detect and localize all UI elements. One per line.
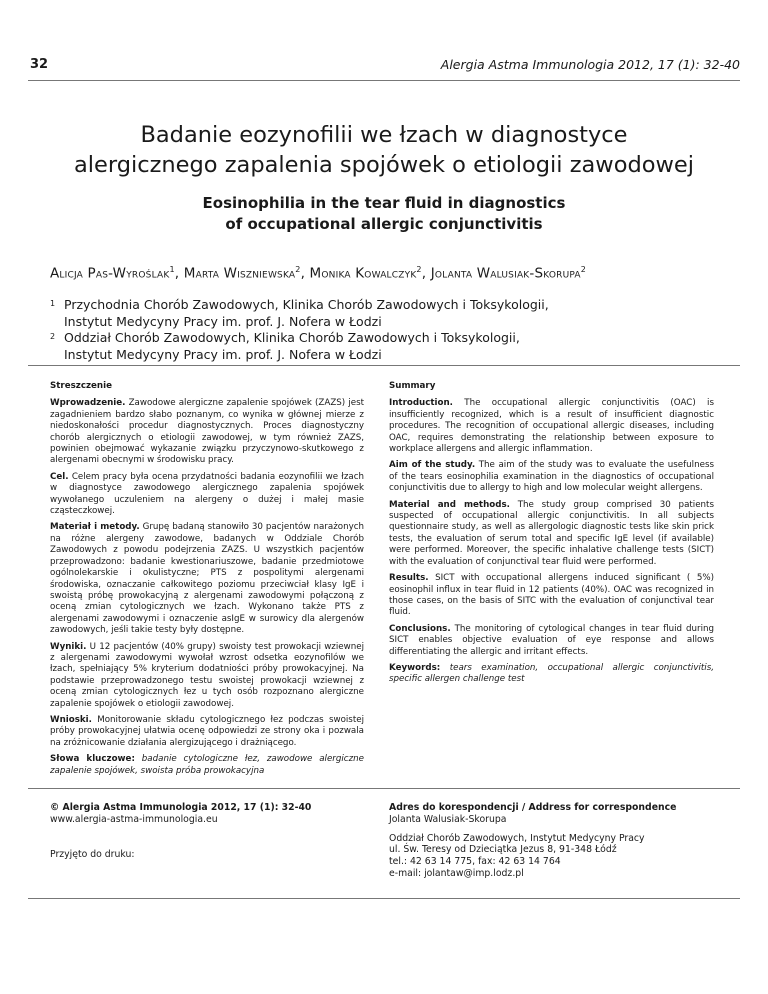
abstract-polish <box>50 381 364 782</box>
abstract-top-rule <box>28 365 740 366</box>
title-polish-line2: alergicznego zapalenia spojówek o etiologii zawodowej <box>73 152 695 178</box>
section-label: Wprowadzenie. <box>50 398 126 409</box>
correspondence-address: Oddział Chorób Zawodowych, Instytut Medycyny Pracy <box>389 832 645 844</box>
author-separator: , <box>174 265 184 282</box>
copyright-line: © Alergia Astma Immunologia 2012, 17 (1): 32-40 <box>50 802 312 813</box>
summary-results <box>389 573 714 619</box>
keywords-text: badanie cytologiczne łez, zawodowe alergiczne zapalenie spojówek, swoista próba prowokacyjna <box>50 754 364 776</box>
section-label: Conclusions. <box>389 623 451 634</box>
abstract-results <box>50 642 364 710</box>
correspondence-heading: Adres do korespondencji / Address for correspondence <box>389 802 677 813</box>
section-label: Material and methods. <box>389 499 510 510</box>
affiliation-number: 1 <box>50 299 56 308</box>
summary-intro <box>389 398 714 455</box>
author-list <box>50 265 586 282</box>
author-separator: , <box>421 265 431 282</box>
section-label: Wyniki. <box>50 641 87 652</box>
section-text: Monitorowanie składu cytologicznego łez podczas swoistej próby prowokacyjnej ułatwia ocenę odpowiedzi ze strony oka i pozwala na zróżnicowanie działania alergizującego i drażniącego. <box>50 714 364 748</box>
title-polish <box>0 120 768 180</box>
author-affiliation-ref: 2 <box>416 265 422 274</box>
footer-bottom-rule <box>28 898 740 899</box>
section-label: Słowa kluczowe: <box>50 754 135 765</box>
section-label: Keywords: <box>389 662 441 673</box>
abstract-keywords <box>50 754 364 777</box>
author-name: Alicja Pas-Wyroślak <box>50 265 170 282</box>
author-name: Marta Wiszniewska <box>183 265 296 282</box>
section-label: Cel. <box>50 471 69 482</box>
section-label: Results. <box>389 573 429 584</box>
section-text: The aim of the study was to evaluate the usefulness of the tears eosinophilia examination in the diagnostics of occupational conjunctivitis due to allergy to high and low molecular weight allergens. <box>389 460 715 494</box>
abstract-english-heading: Summary <box>389 381 436 391</box>
page-number: 32 <box>30 57 49 72</box>
abstract-polish-heading: Streszczenie <box>50 381 112 391</box>
section-label: Wnioski. <box>50 714 92 725</box>
author-name: Jolanta Walusiak-Skorupa <box>430 265 581 282</box>
accepted-for-print: Przyjęto do druku: <box>50 848 135 860</box>
correspondence-phone: tel.: 42 63 14 775, fax: 42 63 14 764 <box>389 856 561 868</box>
section-label: Materiał i metody. <box>50 522 140 533</box>
summary-aim <box>389 460 714 494</box>
section-label: Aim of the study. <box>389 460 476 471</box>
author-name: Monika Kowalczyk <box>309 265 417 282</box>
section-text: The occupational allergic conjunctivitis (OAC) is insufficiently recognized, which is a result of insufficient diagnostic procedures. The recognition of occupational allergic diseases, including OAC, requires demonstrating the relationship between exposure to workplace allergens and allergic inflammation. <box>389 398 714 455</box>
affiliation-line: Instytut Medycyny Pracy im. prof. J. Nofera w Łodzi <box>64 313 382 329</box>
journal-reference: Alergia Astma Immunologia 2012, 17 (1): 32-40 <box>440 57 740 72</box>
affiliation-item <box>50 297 549 330</box>
correspondence-name: Jolanta Walusiak-Skorupa <box>389 813 507 825</box>
title-polish-line1: Badanie eozynofilii we łzach w diagnostyce <box>140 122 628 148</box>
section-text: U 12 pacjentów (40% grupy) swoisty test prowokacji wziewnej z alergenami zawodowymi wywołał wzrost odsetka eozynofilów we łzach, spełniający 5% kryterium dodatniości próby prowokacyjnej. Na podstawie przeprowadzonego testu swoistej prowokacji wziewnej z oceną zmian cytologicznych łez u tych osób rozpoznano alergiczne zapalenie spojówek o etiologii zawodowej. <box>50 641 364 709</box>
affiliation-number: 2 <box>50 332 56 341</box>
abstract-intro <box>50 398 364 466</box>
correspondence-address: ul. Św. Teresy od Dzieciątka Jezus 8, 91-348 Łódź <box>389 844 617 856</box>
section-label: Introduction. <box>389 398 453 409</box>
section-text: SICT with occupational allergens induced significant ( 5%) eosinophil influx in tear fluid in 12 patients (40%). OAC was recognized in those cases, on the basis of SITC with the evaluation of conjunctival tear fluid. <box>389 573 714 618</box>
journal-website: www.alergia-astma-immunologia.eu <box>50 813 218 825</box>
correspondence-email: e-mail: jolantaw@imp.lodz.pl <box>389 867 524 879</box>
keywords-text: tears examination, occupational allergic conjunctivitis, specific allergen challenge test <box>389 662 714 685</box>
summary-keywords <box>389 663 714 686</box>
author-separator: , <box>300 265 310 282</box>
title-english <box>0 193 768 235</box>
section-text: Celem pracy była ocena przydatności badania eozynofilii we łzach w diagnostyce zawodowego alergicznego zapalenia spojówek wywołanego uczuleniem na alergeny o dużej i małej masie cząsteczkowej. <box>50 471 364 517</box>
abstract-aim <box>50 472 364 518</box>
author-affiliation-ref: 1 <box>169 265 175 274</box>
affiliation-item <box>50 330 549 363</box>
abstract-methods <box>50 522 364 636</box>
abstract-conclusions <box>50 715 364 749</box>
summary-conclusions <box>389 624 714 658</box>
footer-top-rule <box>28 788 740 789</box>
affiliation-line: Przychodnia Chorób Zawodowych, Klinika Chorób Zawodowych i Toksykologii, <box>64 297 549 312</box>
author-affiliation-ref: 2 <box>295 265 301 274</box>
section-text: Zawodowe alergiczne zapalenie spojówek (ZAZS) jest zagadnieniem bardzo słabo poznanym, co wynika w głównej mierze z niedoskonałości procedur diagnostycznych. Proces diagnostyczny chorób alergicznych o etiologii zawodowej, w tym również ZAZS, powinien obejmować wykazanie związku przyczynowo-skutkowego z alergenami obecnymi w środowisku pracy. <box>50 398 364 466</box>
correspondence-block <box>389 802 719 880</box>
section-text: Grupę badaną stanowiło 30 pacjentów narażonych na różne alergeny zawodowe, badanych w Oddziale Chorób Zawodowych z powodu podejrzenia ZAZS. U wszystkich pacjentów przeprowadzono: badanie kwestionariuszowe, badanie przedmiotowe ogólnolekarskie i okulistyczne; PTS z pospolitymi alergenami środowiska, oznaczanie całkowitego poziomu przeciwciał klasy IgE i swoistą próbę prowokacyjną z alergenami zawodowymi połączoną z oceną zmian cytologicznych we łzach. Wykonano także PTS z alergenami zawodowymi i oznaczenie asIgE w surowicy dla alergenów zawodowych, jeśli takie testy były dostępne. <box>50 522 365 636</box>
affiliation-line: Instytut Medycyny Pracy im. prof. J. Nofera w Łodzi <box>64 346 382 362</box>
section-text: The study group comprised 30 patients suspected of occupational allergic conjunctivitis. In all subjects questionnaire study, as well as allergologic diagnostic tests like skin prick tests, the evaluation of serum total and specific IgE level (if available) were performed. Moreover, the specific inhalative challenge tests (SICT) with the evaluation of conjunctival tear fluid were performed. <box>389 499 714 567</box>
section-text: The monitoring of cytological changes in tear fluid during SICT enables objective evaluation of eye response and allows differentiating the allergic and irritant effects. <box>389 623 715 657</box>
header-rule <box>28 80 740 81</box>
title-english-line2: of occupational allergic conjunctivitis <box>225 215 543 233</box>
abstract-english <box>389 381 714 691</box>
author-affiliation-ref: 2 <box>580 265 587 274</box>
title-english-line1: Eosinophilia in the tear fluid in diagnostics <box>202 194 566 212</box>
summary-methods <box>389 500 714 568</box>
affiliations <box>50 297 549 363</box>
affiliation-line: Oddział Chorób Zawodowych, Klinika Chorób Zawodowych i Toksykologii, <box>64 330 520 345</box>
footer-left <box>50 802 360 860</box>
